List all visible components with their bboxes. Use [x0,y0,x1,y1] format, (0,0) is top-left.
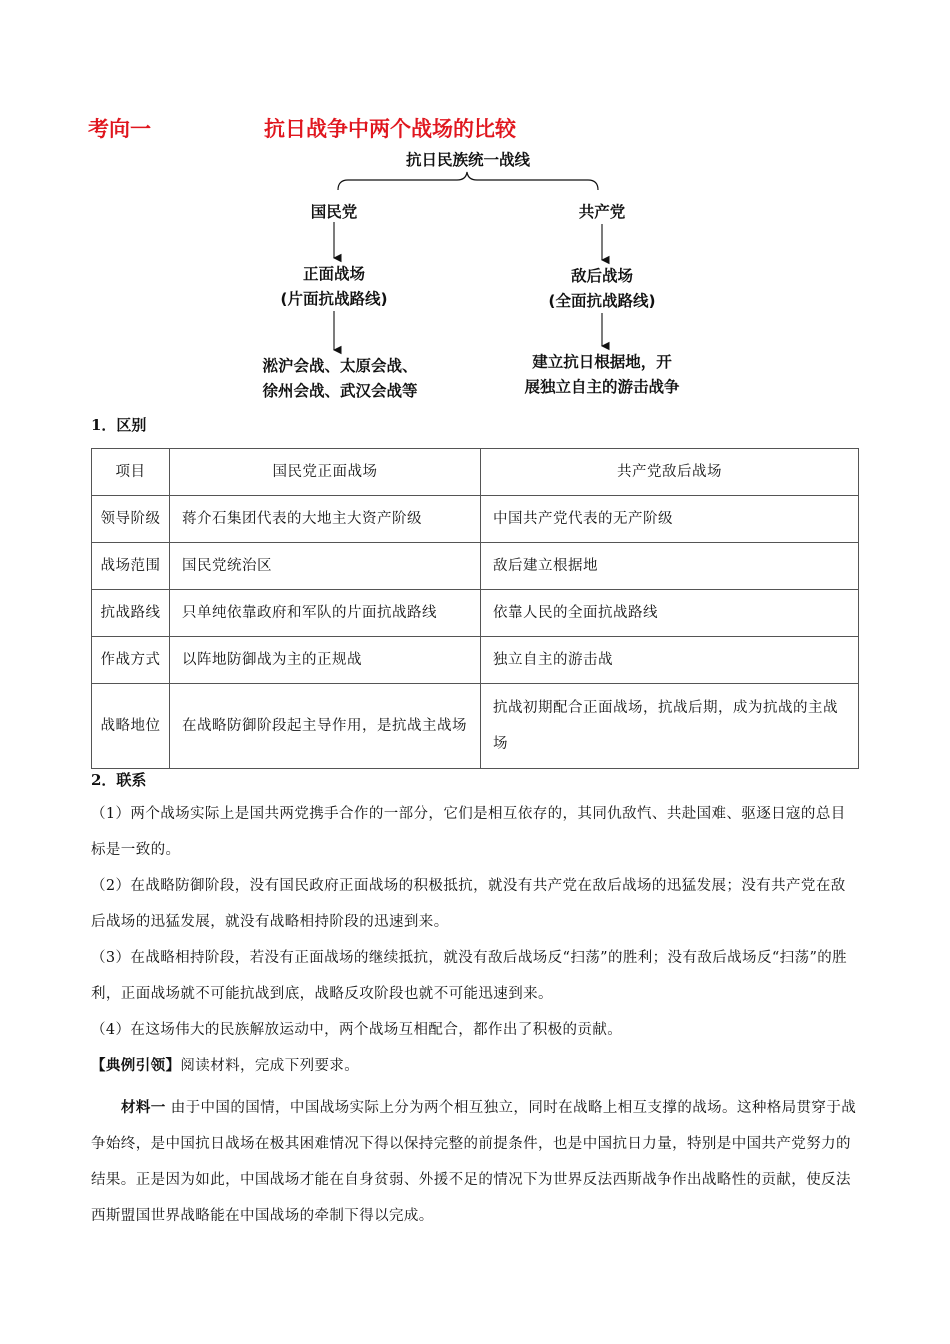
section2-title: 2．联系 [91,771,147,789]
page-title: 抗日战争中两个战场的比较 [264,117,516,141]
table-cell: 战略地位 [92,684,170,769]
example-instruction: 阅读材料，完成下列要求。 [180,1058,360,1074]
material-label: 材料一 [121,1099,166,1116]
table-row [92,637,859,684]
relation-item-3: （3）在战略相持阶段，若没有正面战场的继续抵抗，就没有敌后战场反“扫荡”的胜利；没有敌后战场反“扫荡”的胜利，正面战场就不可能抗战到底，战略反攻阶段也就不可能迅速到来。 [91,950,848,1002]
front-battlefield-node: 正面战场 (片面抗战路线) [280,265,388,308]
table-cell: 抗战初期配合正面战场，抗战后期，成为抗战的主战场 [481,684,859,769]
root-node: 抗日民族统一战线 [405,151,530,169]
table-cell: 蒋介石集团代表的大地主大资产阶级 [170,496,481,543]
table-cell: 战场范围 [92,543,170,590]
table-header: 项目 [92,449,170,496]
relation-item-2: （2）在战略防御阶段，没有国民政府正面战场的积极抵抗，就没有共产党在敌后战场的迅猛发展；没有共产党在敌后战场的迅猛发展，就没有战略相持阶段的迅速到来。 [91,878,846,930]
table-row [92,590,859,637]
material-text: 由于中国的国情，中国战场实际上分为两个相互独立，同时在战略上相互支撑的战场。这种格局贯穿于战争始终，是中国抗日战场在极其困难情况下得以保持完整的前提条件，也是中国抗日力量，特别是中国共产党努力的结果。正是因为如此，中国战场才能在自身贫弱、外援不足的情况下为世界反法西斯战争作出战略性的贡献，使反法西斯盟国世界战略能在中国战场的牵制下得以完成。 [91,1100,857,1224]
relation-item-1: （1）两个战场实际上是国共两党携手合作的一部分，它们是相互依存的，其同仇敌忾、共赴国难、驱逐日寇的总目标是一致的。 [91,806,846,858]
table-cell: 以阵地防御战为主的正规战 [170,637,481,684]
battlefield-diagram [250,148,700,403]
table-cell: 国民党统治区 [170,543,481,590]
table-cell: 作战方式 [92,637,170,684]
example-intro [91,1048,859,1084]
material-one [91,1090,859,1234]
table-cell: 敌后建立根据地 [481,543,859,590]
table-row [92,684,859,769]
brace [338,172,598,190]
rear-battlefield-node: 敌后战场 (全面抗战路线) [548,267,656,310]
ccp-node: 共产党 [578,203,626,221]
relation-item-4: （4）在这场伟大的民族解放运动中，两个战场互相配合，都作出了积极的贡献。 [91,1022,623,1038]
table-cell: 中国共产党代表的无产阶级 [481,496,859,543]
table-cell: 抗战路线 [92,590,170,637]
section-label: 考向一 [88,117,151,141]
table-row [92,496,859,543]
table-header: 国民党正面战场 [170,449,481,496]
comparison-table [91,448,859,769]
table-cell: 只单纯依靠政府和军队的片面抗战路线 [170,590,481,637]
kmt-node: 国民党 [310,203,358,221]
table-cell: 在战略防御阶段起主导作用，是抗战主战场 [170,684,481,769]
table-cell: 独立自主的游击战 [481,637,859,684]
table-header-row [92,449,859,496]
base-areas-node: 建立抗日根据地，开 展独立自主的游击战争 [524,353,680,396]
battles-node: 淞沪会战、太原会战、 徐州会战、武汉会战等 [262,357,418,400]
table-row [92,543,859,590]
table-header: 共产党敌后战场 [481,449,859,496]
table-cell: 领导阶级 [92,496,170,543]
table-cell: 依靠人民的全面抗战路线 [481,590,859,637]
section1-title: 1．区别 [91,416,147,434]
example-label: 【典例引领】 [91,1057,181,1074]
